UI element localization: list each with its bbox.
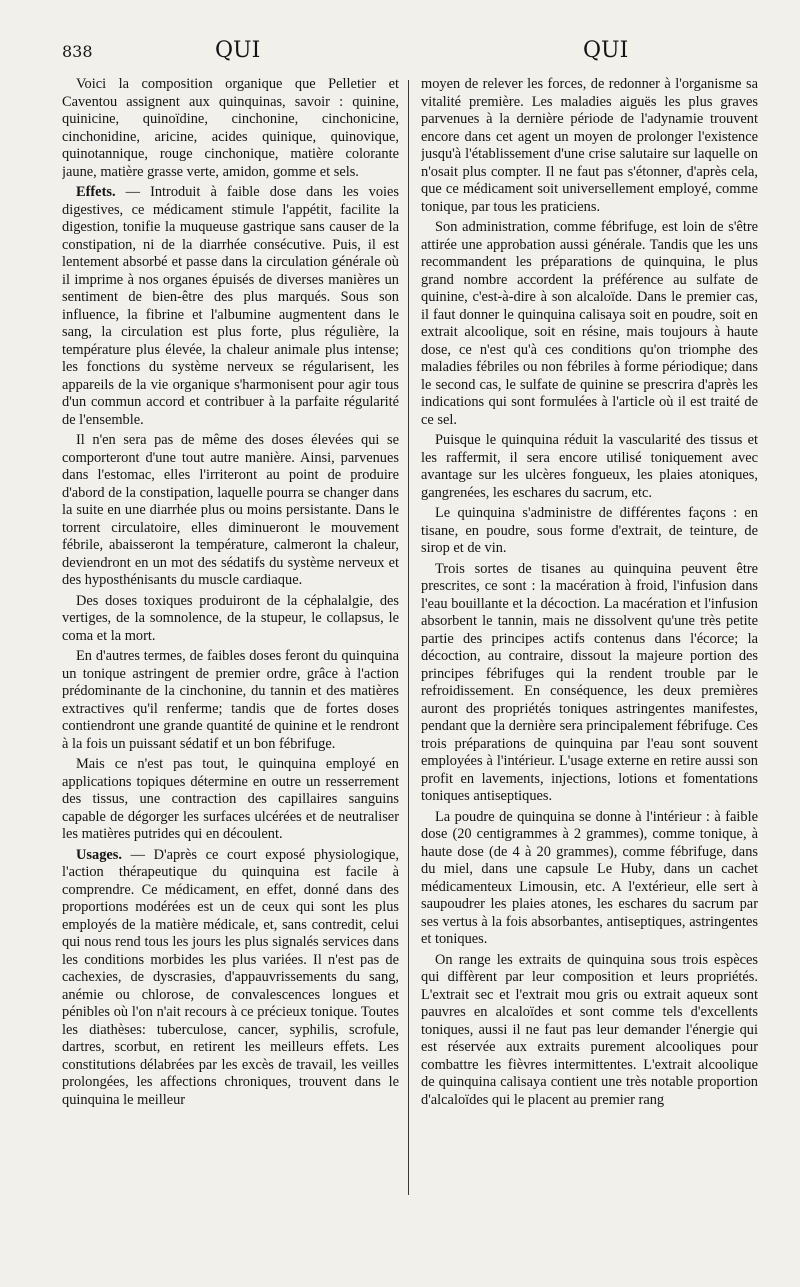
- paragraph: Son administration, comme fébrifuge, est loin de s'être attirée une approbation aussi générale. Tandis que les uns recommandent les préparations de quinquina, le plus grand nombre accordent la préférence au sulfate de quinine, c'est-à-dire à son alcaloïde. Dans le premier cas, il faut donner le quinquina calisaya soit en poudre, soit en extrait alcoolique, soit en résine, mais toujours à haute dose, ce n'est qu'à ces conditions qu'on triomphe des maladies fébriles ou non fébriles à forme périodique; dans le second cas, le sulfate de quinine se prescrira d'après les indications qui sont formulées à l'article où il est traité de ce sel.: [421, 219, 758, 428]
- section-heading: Effets.: [76, 184, 116, 200]
- paragraph: Le quinquina s'administre de différentes façons : en tisane, en poudre, sous forme d'extrait, de teinture, de sirop et de vin.: [421, 505, 758, 556]
- section-heading: Usages.: [76, 846, 122, 863]
- paragraph: Des doses toxiques produiront de la céphalalgie, des vertiges, de la somnolence, de la stupeur, le collapsus, le coma et la mort.: [62, 592, 399, 644]
- paragraph: Mais ce n'est pas tout, le quinquina employé en applications topiques détermine en outre un resserrement des tissus, une contraction des capillaires sanguins capable de dégorger les surfaces ulcérées et de neutraliser les matières putrides qui en découlent.: [62, 756, 399, 842]
- paragraph: Puisque le quinquina réduit la vascularité des tissus et les raffermit, il sera encore utilisé toniquement avec avantage sur les ulcères fongueux, les plaies atoniques, gangrenées, les eschares du sacrum, etc.: [421, 432, 758, 501]
- paragraph-usages: [62, 847, 399, 1110]
- paragraph: Voici la composition organique que Pelletier et Caventou assignent aux quinquinas, savoir : quinine, quinicine, quinoïdine, cinchonine, cinchonicine, cinchonidine, aricine, acides quinique, quinovique, quinotannique, rouge cinchonique, matière colorante jaune, matière grasse verte, amidon, gomme et sels.: [62, 76, 399, 180]
- paragraph-text: — D'après ce court exposé physiologique, l'action thérapeutique du quinquina est facile à comprendre. Ce médicament, en effet, donné dans des proportions modérées est un de ceux qui sont les plus employés de la matière médicale, et, sans contredit, celui qui nous rend tous les jours les plus signalés services dans les conditions morbides les plus variées. Il n'est pas de cachexies, de dyscrasies, d'appauvrissements du sang, anémie ou chlorose, de convalescences longues et pénibles où l'on n'ait recours à ce précieux tonique. Toutes les diathèses: tuberculose, cancer, syphilis, scrofule, dartres, scorbut, en retirent les meilleurs effets. Les constitutions délabrées par les excès de travail, les veilles prolongées, les affections chroniques, trouvent dans le quinquina le meilleur: [62, 846, 399, 1108]
- paragraph: La poudre de quinquina se donne à l'intérieur : à faible dose (20 centigrammes à 2 grammes), comme tonique, à haute dose (de 4 à 20 grammes), comme fébrifuge, dans du miel, dans une capsule Le Huby, dans un cachet médicamenteux Limousin, etc. A l'extérieur, elle sert à saupoudrer les plaies atones, les eschares du sacrum par ses vertus à la fois absorbantes, antiseptiques, astringentes et toniques.: [421, 808, 758, 947]
- running-head-right: QUI: [583, 38, 629, 63]
- paragraph: moyen de relever les forces, de redonner à l'organisme sa vitalité première. Les maladies aiguës les plus graves parvenues à la dernière période de l'adynamie trouvent encore dans cet agent un moyen de prolonger l'existence jusqu'à l'établissement d'une crise salutaire sur laquelle on n'osait plus compter. Il ne faut pas s'étonner, d'après cela, que ce médicament soit universellement employé, comme tonique, par tous les praticiens.: [421, 76, 758, 215]
- left-column: [62, 76, 399, 1206]
- right-column: [421, 76, 758, 1206]
- page-header: [0, 36, 800, 66]
- page-number: 838: [62, 42, 93, 61]
- paragraph: On range les extraits de quinquina sous trois espèces qui diffèrent par leur composition et leurs propriétés. L'extrait sec et l'extrait mou gris ou extrait aqueux sont pauvres en alcaloïdes et sont comme tels d'excellents toniques, aussi il ne faut pas leur demander l'énergie qui est réservée aux extraits purement alcooliques pour combattre les fièvres intermittentes. L'extrait alcoolique de quinquina calisaya contient une très notable proportion d'alcaloïdes qui le placent au premier rang: [421, 951, 758, 1108]
- paragraph: En d'autres termes, de faibles doses feront du quinquina un tonique astringent de premier ordre, grâce à l'action prédominante de la cinchonine, du tannin et des matières extractives qu'il renferme; tandis que de fortes doses contiendront une grande quantité de quinine et le rendront à la fois un puissant sédatif et un bon fébrifuge.: [62, 648, 399, 752]
- paragraph: Il n'en sera pas de même des doses élevées qui se comporteront d'une tout autre manière. Ainsi, parvenues dans l'estomac, elles l'irriteront au point de produire d'abord de la constipation, laquelle pourra se changer dans la suite en une diarrhée plus ou moins persistante. Dans le torrent circulatoire, elles diminueront le mouvement fébrile, abaisseront la température, calmeront la chaleur, deviendront en un mot des sédatifs du système nerveux et des hyposthénisants du muscle cardiaque.: [62, 432, 399, 588]
- running-head-left: QUI: [215, 38, 261, 63]
- column-divider: [408, 80, 409, 1195]
- paragraph: Trois sortes de tisanes au quinquina peuvent être prescrites, ce sont : la macération à froid, l'infusion dans l'eau bouillante et la décoction. La macération et l'infusion absorbent le tannin, mais ne dissolvent qu'une très petite partie des principes actifs contenus dans l'écorce; la décoction, au contraire, dissout la majeure portion des principes fébrifuges qui la rendent trouble par le refroidissement. En conséquence, les deux premières auront des propriétés toniques astringentes manifestes, pendant que la dernière sera principalement fébrifuge. Ces trois préparations de quinquina par l'eau sont souvent employées à l'intérieur. L'usage externe en retire aussi son profit en lavements, injections, lotions et fomentations toniques antiseptiques.: [421, 560, 758, 804]
- paragraph-text: — Introduit à faible dose dans les voies digestives, ce médicament stimule l'appétit, facilite la digestion, tonifie la muqueuse gastrique sans causer de la constipation, ni de la diarrhée consécutive. Puis, il est lentement absorbé et passe dans la circulation générale où il imprime à nos organes épuisés de diverses manières un sentiment de bien-être des plus marqués. Sous son influence, la fibrine et l'albumine augmentent dans le sang, la circulation est plus forte, plus régulière, la température plus élevée, la chaleur animale plus intense; les fonctions du système nerveux se régularisent, les appareils de la vie organique s'harmonisent pour agir tous d'un commun accord et contribuer à la parfaite régularité de l'ensemble.: [62, 184, 399, 428]
- paragraph-effets: [62, 184, 399, 429]
